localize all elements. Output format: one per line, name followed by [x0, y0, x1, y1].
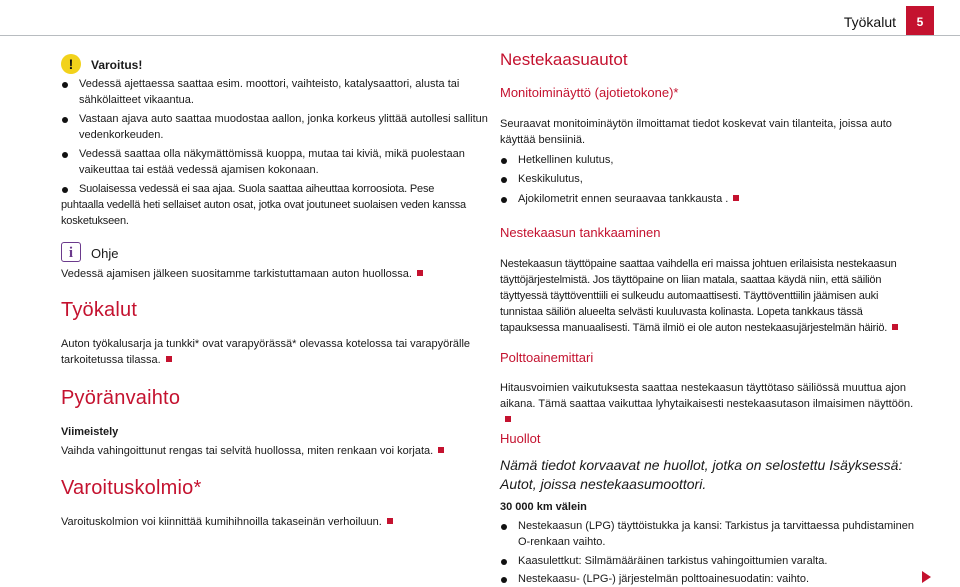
services-note: Nämä tiedot korvaavat ne huollot, jotka on selostettu Isäyksessä: Autot, joissa nestekaasumoottori. [500, 457, 903, 492]
monitor-bullet-3: Ajokilometrit ennen seuraavaa tankkausta . [500, 191, 928, 207]
service-bullet-3: Nestekaasu- (LPG-) järjestelmän polttoainesuodatin: vaihto. [500, 571, 928, 587]
multifunction-display-heading: Monitoiminäyttö (ajotietokone)* [500, 85, 679, 100]
note-title: Ohje [91, 246, 119, 261]
warning-bullet-1: Vedessä ajettaessa saattaa esim. moottori, vaihteisto, katalysaattori, alusta tai sähkölaitteet vikaantua. [61, 76, 489, 108]
lpg-refuel-text: Nestekaasun täyttöpaine saattaa vaihdella eri maissa johtuen erilaisista nestekaasun täyttöjärjestelmistä. Jos täyttöpaine on liian matala, saattaa käydä niin, että säiliön täyttyessä täyttöventtiili ei sulkeudu automaattisesti. Täyttöventtiilin jäämisen auki tunnistaa säiliön alueelta selvästi kuuluvasta kolinasta. Lopeta tankkaus tässä tapauksessa manuaalisesti. Tämä ilmiö ei ole auton nestekaasujärjestelmän häiriö. [500, 258, 897, 334]
wheel-change-heading: Pyöränvaihto [61, 387, 181, 409]
end-marker-icon [505, 416, 511, 422]
warning-bullet-4: Suolaisessa vedessä ei saa ajaa. Suola saattaa aiheuttaa korroosiota. Pese puhtaalla vedellä heti sellaiset auton osat, jotka ovat joutuneet suolaisen veden kanssa kosketukseen. [61, 181, 471, 229]
service-bullet-2: Kaasulettkut: Silmämääräinen tarkistus vahingoittumien varalta. [500, 553, 928, 569]
lpg-refuel-heading: Nestekaasun tankkaaminen [500, 225, 661, 240]
monitor-bullet-1: Hetkellinen kulutus, [500, 152, 928, 168]
end-marker-icon [417, 270, 423, 276]
tools-text: Auton työkalusarja ja tunkki* ovat varapyörässä* olevassa kotelossa tai varapyörälle tarkoitetussa tilassa. [61, 338, 471, 366]
warning-bullet-3: Vedessä saattaa olla näkymättömissä kuoppa, mutaa tai kiviä, mikä puolestaan vaikeuttaa tai estää vedessä ajamisen kokonaan. [61, 146, 489, 178]
note-text: Vedessä ajamisen jälkeen suositamme tarkistuttamaan auton huollossa. [61, 266, 471, 282]
end-marker-icon [387, 518, 393, 524]
header-section-title: Työkalut [843, 14, 896, 30]
end-marker-icon [438, 447, 444, 453]
wheel-change-text: Vaihda vahingoittunut rengas tai selvitä huollossa, miten renkaan voi korjata. [61, 443, 471, 459]
warning-triangle-heading: Varoituskolmio* [61, 477, 202, 499]
end-marker-icon [733, 195, 739, 201]
service-bullet-1: Nestekaasun (LPG) täyttöistukka ja kansi: Tarkistus ja tarvittaessa puhdistaminen O-renkaan vaihto. [500, 518, 928, 550]
services-heading: Huollot [500, 431, 541, 446]
fuel-gauge-text: Hitausvoimien vaikutuksesta saattaa nestekaasun täyttötaso säiliössä muuttua ajon aikana. Tämä saattaa vaikuttaa lyhytaikaisesti nestekaasutason ilmaisimen näyttöön. [500, 380, 920, 428]
header-divider [0, 35, 960, 36]
lpg-cars-heading: Nestekaasuautot [500, 50, 628, 69]
next-page-arrow-icon [922, 571, 931, 583]
end-marker-icon [892, 324, 898, 330]
warning-icon: ! [61, 54, 81, 74]
monitor-bullet-2: Keskikulutus, [500, 171, 928, 187]
warning-title: Varoitus! [91, 58, 143, 72]
warning-triangle-text: Varoituskolmion voi kiinnittää kumihihnoilla takaseinän verhoiluun. [61, 514, 471, 530]
wheel-change-subheading: Viimeistely [61, 426, 119, 438]
end-marker-icon [166, 356, 172, 362]
info-icon: i [61, 242, 81, 262]
tools-heading: Työkalut [61, 299, 138, 321]
interval-subheading: 30 000 km välein [500, 501, 587, 513]
warning-bullet-2: Vastaan ajava auto saattaa muodostaa aallon, jonka korkeus ylittää autollesi sallitun vedenkorkeuden. [61, 111, 489, 143]
multifunction-display-intro: Seuraavat monitoiminäytön ilmoittamat tiedot koskevat vain tilanteita, joissa auto käyttää bensiiniä. [500, 118, 892, 146]
fuel-gauge-heading: Polttoainemittari [500, 350, 594, 365]
page-number: 5 [906, 6, 934, 36]
